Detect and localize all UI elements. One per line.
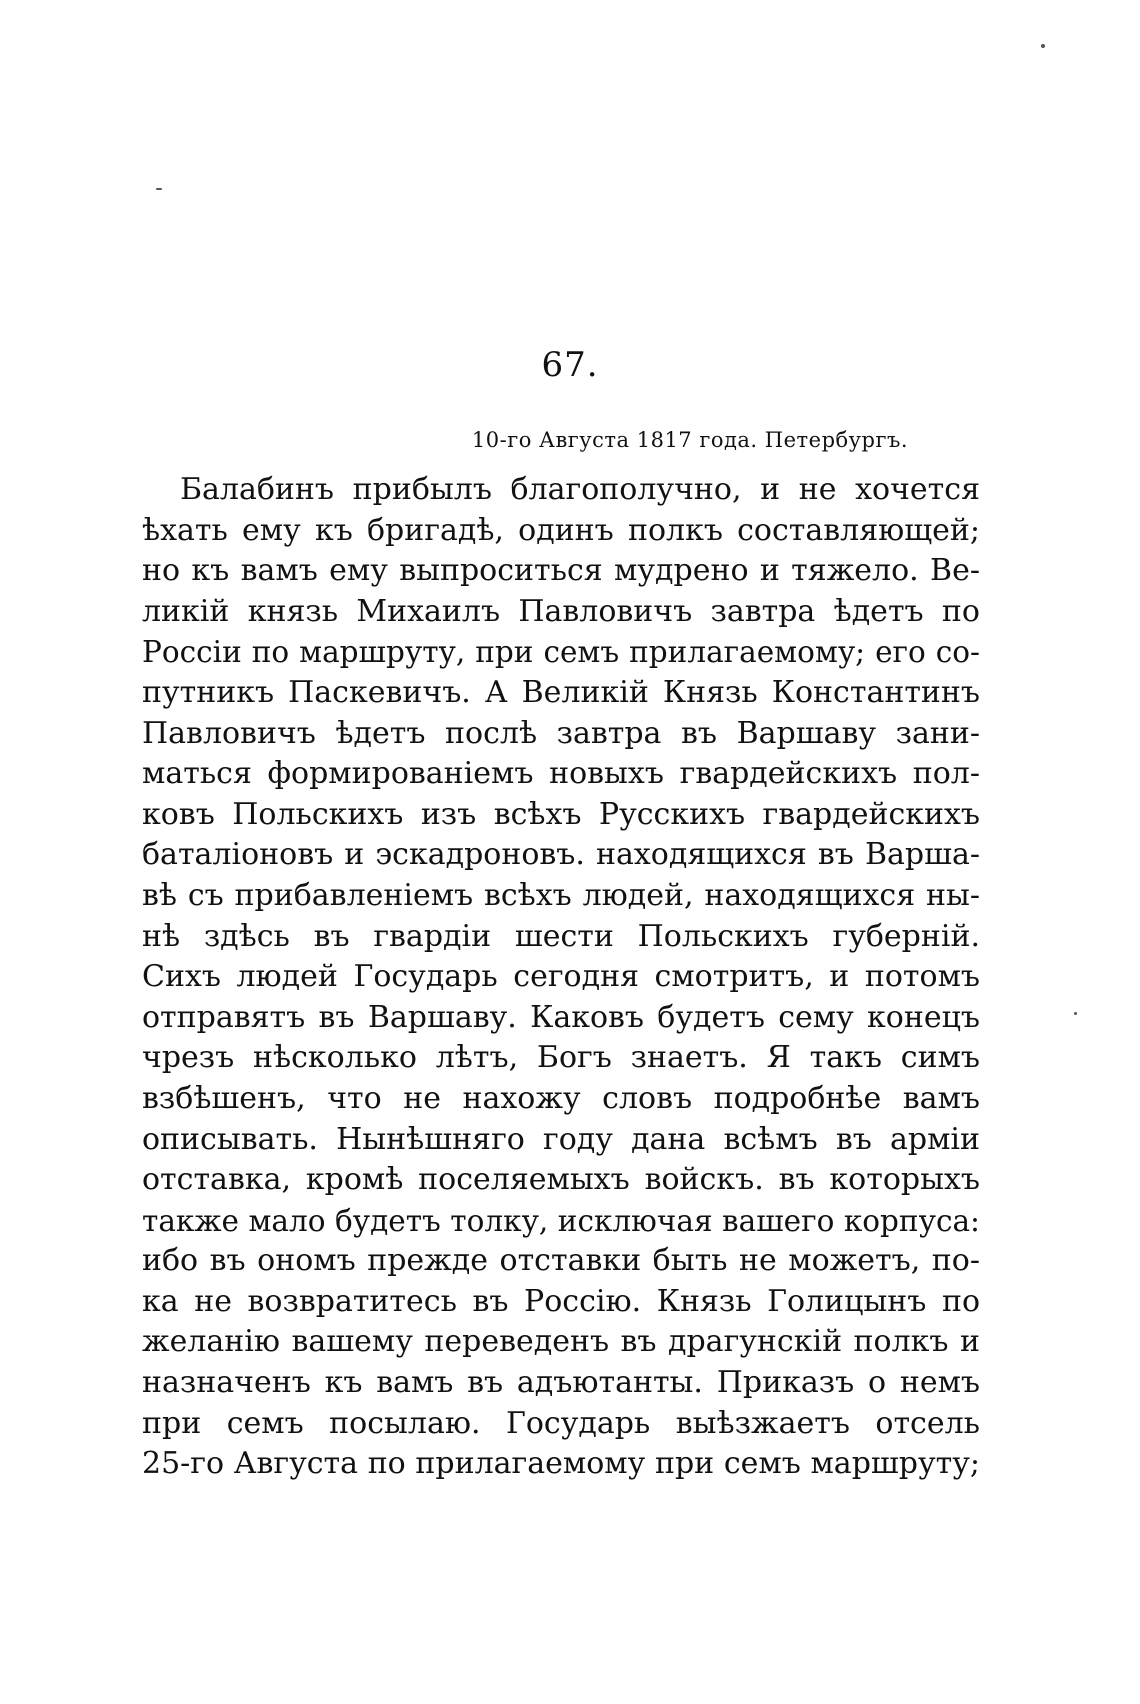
text-line: чрезъ нѣсколько лѣтъ, Богъ знаетъ. Я такъ симъ xyxy=(142,1040,980,1076)
text-line: назначенъ къ вамъ въ адъютанты. Приказъ о немъ xyxy=(142,1365,980,1401)
text-line: ѣхать ему къ бригадѣ, одинъ полкъ составляющей; xyxy=(142,512,980,548)
text-line: отправятъ въ Варшаву. Каковъ будетъ сему конецъ xyxy=(142,999,980,1035)
text-line: но къ вамъ ему выпроситься мудрено и тяжело. Ве- xyxy=(142,553,980,589)
print-speck xyxy=(1041,44,1045,48)
text-line: Павловичъ ѣдетъ послѣ завтра въ Варшаву зани- xyxy=(142,715,980,751)
text-line: нѣ здѣсь въ гвардіи шести Польскихъ губерній. xyxy=(142,918,980,954)
text-line: путникъ Паскевичъ. А Великій Князь Константинъ xyxy=(142,674,980,710)
text-line: при семъ посылаю. Государь выѣзжаетъ отсель xyxy=(142,1405,980,1441)
text-line: баталіоновъ и эскадроновъ. находящихся въ Варша- xyxy=(142,837,980,873)
text-line: 25-го Августа по прилагаемому при семъ маршруту; xyxy=(142,1446,980,1482)
text-line: также мало будетъ толку, исключая вашего корпуса: xyxy=(142,1203,980,1238)
text-line: ка не возвратитесь въ Россію. Князь Голицынъ по xyxy=(142,1283,980,1319)
letter-dateline: 10-го Августа 1817 года. Петербургъ. xyxy=(471,428,908,452)
text-line: желанію вашему переведенъ въ драгунскій полкъ и xyxy=(142,1324,980,1360)
text-line: взбѣшенъ, что не нахожу словъ подробнѣе вамъ xyxy=(142,1080,980,1116)
text-line: описывать. Нынѣшняго году дана всѣмъ въ арміи xyxy=(142,1121,980,1157)
text-line: ибо въ ономъ прежде отставки быть не можетъ, по- xyxy=(142,1243,980,1279)
text-line: ликій князь Михаилъ Павловичъ завтра ѣдетъ по xyxy=(142,593,980,629)
print-speck xyxy=(156,188,162,190)
letter-body xyxy=(142,470,980,1485)
print-speck xyxy=(1074,1012,1077,1015)
text-line: Балабинъ прибылъ благополучно, и не хочется xyxy=(180,472,980,507)
text-line: отставка, кромѣ поселяемыхъ войскъ. въ которыхъ xyxy=(142,1162,980,1198)
text-line: маться формированіемъ новыхъ гвардейскихъ пол- xyxy=(142,756,980,792)
text-line: ковъ Польскихъ изъ всѣхъ Русскихъ гвардейскихъ xyxy=(142,796,980,832)
text-line: вѣ съ прибавленіемъ всѣхъ людей, находящихся ны- xyxy=(142,877,980,913)
text-line: Россіи по маршруту, при семъ прилагаемому; его со- xyxy=(142,635,980,670)
letter-number: 67. xyxy=(541,345,599,385)
text-line: Сихъ людей Государь сегодня смотритъ, и потомъ xyxy=(142,959,980,995)
